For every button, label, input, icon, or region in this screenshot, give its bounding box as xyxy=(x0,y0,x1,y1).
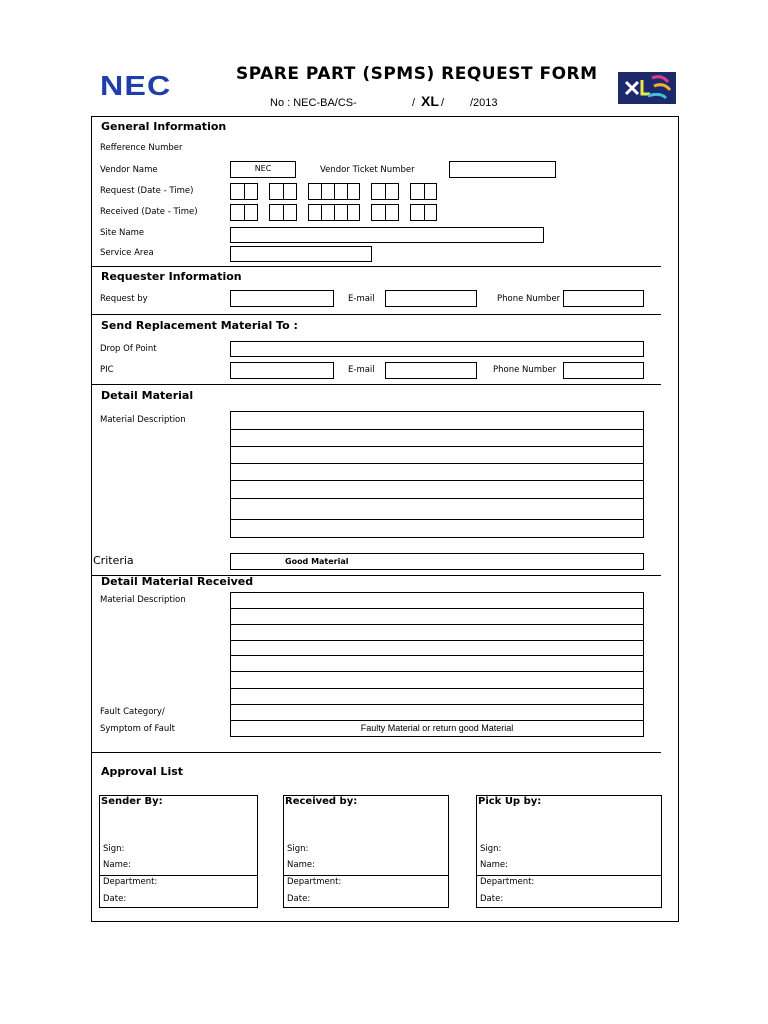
request-day-field[interactable] xyxy=(230,183,258,200)
received-hour-field[interactable] xyxy=(371,204,399,221)
sign-label: Sign: xyxy=(287,844,309,854)
pic-phone-label: Phone Number xyxy=(493,365,557,375)
pic-field[interactable] xyxy=(230,362,334,379)
approval-title: Pick Up by: xyxy=(478,796,542,807)
fault-value: Faulty Material or return good Material xyxy=(360,723,514,733)
pic-email-field[interactable] xyxy=(385,362,477,379)
criteria-value: Good Material xyxy=(285,557,349,566)
department-label: Department: xyxy=(480,877,535,887)
xl-logo xyxy=(618,72,676,104)
approval-box-pickup xyxy=(476,795,662,908)
requester-email-field[interactable] xyxy=(385,290,477,307)
received-year-field[interactable] xyxy=(308,204,360,221)
approval-title: Received by: xyxy=(285,796,358,807)
received-day-field[interactable] xyxy=(230,204,258,221)
name-label: Name: xyxy=(103,860,131,870)
site-name-label: Site Name xyxy=(100,228,145,238)
approval-title: Sender By: xyxy=(101,796,163,807)
received-month-field[interactable] xyxy=(269,204,297,221)
divider xyxy=(91,752,661,753)
divider xyxy=(91,314,661,315)
section-heading-approval: Approval List xyxy=(101,765,184,778)
name-label: Name: xyxy=(287,860,315,870)
pic-email-label: E-mail xyxy=(348,365,375,375)
xl-logo-icon xyxy=(618,72,676,104)
section-heading-send: Send Replacement Material To : xyxy=(101,319,298,332)
requester-email-label: E-mail xyxy=(348,294,375,304)
section-heading-detail: Detail Material xyxy=(101,389,194,402)
request-year-field[interactable] xyxy=(308,183,360,200)
section-heading-general: General Information xyxy=(101,120,227,133)
request-by-label: Request by xyxy=(100,294,148,304)
fault-category-label: Fault Category/ xyxy=(100,707,165,717)
form-title: SPARE PART (SPMS) REQUEST FORM xyxy=(236,64,598,84)
doc-number-slash: / xyxy=(441,97,445,109)
doc-number-year: /2013 xyxy=(470,97,498,109)
received-minute-field[interactable] xyxy=(410,204,437,221)
requester-phone-label: Phone Number xyxy=(497,294,561,304)
approval-box-sender xyxy=(99,795,258,908)
doc-number-prefix: No : NEC-BA/CS- xyxy=(270,97,357,109)
divider xyxy=(91,266,661,267)
site-name-field[interactable] xyxy=(230,227,544,243)
service-area-label: Service Area xyxy=(100,248,154,258)
sign-label: Sign: xyxy=(103,844,125,854)
vendor-name-field[interactable] xyxy=(230,161,296,178)
reference-number-label: Refference Number xyxy=(100,143,183,153)
requester-phone-field[interactable] xyxy=(563,290,644,307)
received-datetime-label: Received (Date - Time) xyxy=(100,207,198,217)
request-hour-field[interactable] xyxy=(371,183,399,200)
doc-number-slash: / xyxy=(412,97,416,109)
material-description-table[interactable] xyxy=(230,411,644,538)
symptom-label: Symptom of Fault xyxy=(100,724,175,734)
service-area-field[interactable] xyxy=(230,246,372,262)
department-label: Department: xyxy=(287,877,342,887)
request-by-field[interactable] xyxy=(230,290,334,307)
approval-box-received xyxy=(283,795,449,908)
department-label: Department: xyxy=(103,877,158,887)
name-label: Name: xyxy=(480,860,508,870)
vendor-ticket-field[interactable] xyxy=(449,161,556,178)
pic-label: PIC xyxy=(100,365,114,375)
section-heading-requester: Requester Information xyxy=(101,270,242,283)
received-material-table[interactable] xyxy=(230,592,644,737)
doc-number-code: XL xyxy=(421,93,439,109)
vendor-name-label: Vendor Name xyxy=(100,165,158,175)
section-heading-received: Detail Material Received xyxy=(101,575,254,588)
request-minute-field[interactable] xyxy=(410,183,437,200)
received-material-description-label: Material Description xyxy=(100,595,186,605)
request-datetime-label: Request (Date - Time) xyxy=(100,186,194,196)
date-label: Date: xyxy=(480,894,504,904)
date-label: Date: xyxy=(287,894,311,904)
material-description-label: Material Description xyxy=(100,415,186,425)
vendor-name-value: NEC xyxy=(254,164,272,173)
drop-point-field[interactable] xyxy=(230,341,644,357)
divider xyxy=(91,384,661,385)
criteria-label: Criteria xyxy=(93,554,134,567)
nec-logo: NEC xyxy=(100,70,172,101)
sign-label: Sign: xyxy=(480,844,502,854)
request-month-field[interactable] xyxy=(269,183,297,200)
vendor-ticket-label: Vendor Ticket Number xyxy=(320,165,415,175)
criteria-field[interactable] xyxy=(230,553,644,570)
date-label: Date: xyxy=(103,894,127,904)
drop-point-label: Drop Of Point xyxy=(100,344,157,354)
pic-phone-field[interactable] xyxy=(563,362,644,379)
